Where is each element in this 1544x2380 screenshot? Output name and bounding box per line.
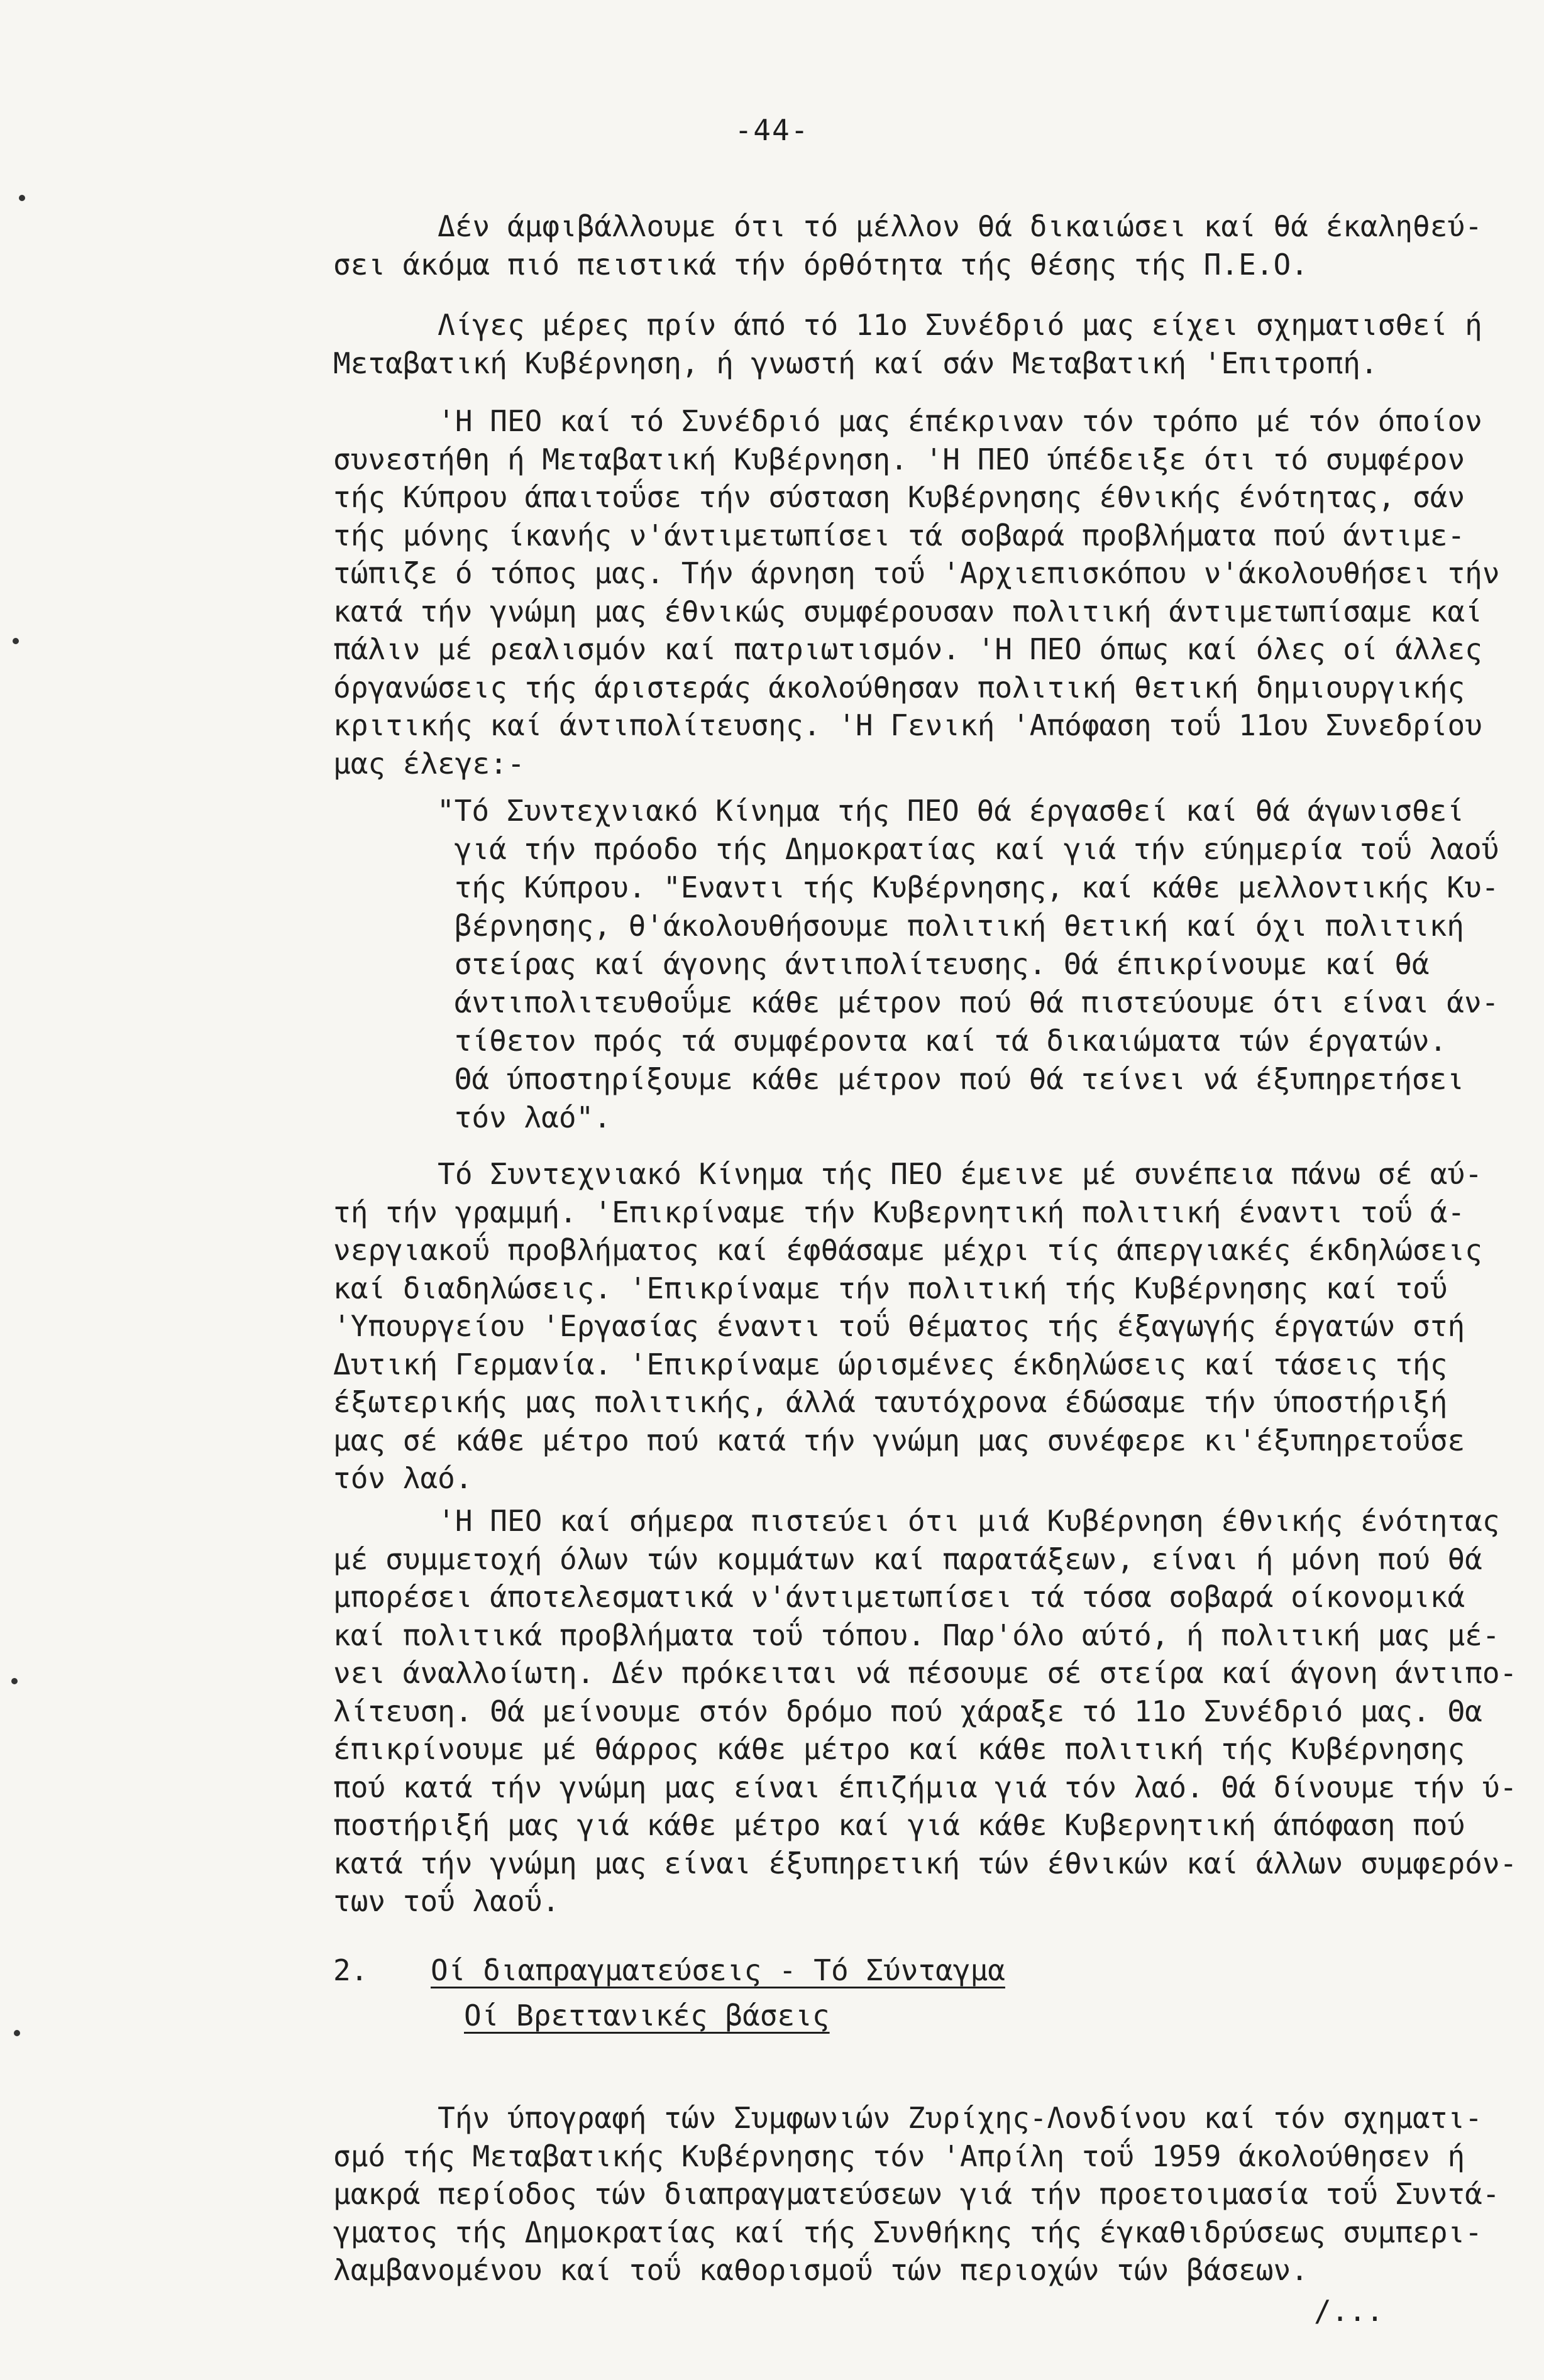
text-line: μας σέ κάθε μέτρο πού κατά τήν γνώμη μας συνέφερε κι'έξυπηρετοΰσε — [333, 1423, 1465, 1457]
section-number: 2. — [333, 1953, 368, 1987]
text-line: πάλιν μέ ρεαλισμόν καί πατριωτισμόν. 'Η ΠΕΟ όπως καί όλες οί άλλες — [333, 632, 1482, 666]
text-line: λαμβανομένου καί τοΰ καθορισμοΰ τών περιοχών τών βάσεων. — [333, 2253, 1308, 2287]
text-line: νει άναλλοίωτη. Δέν πρόκειται νά πέσουμε σέ στείρα καί άγονη άντιπο- — [333, 1656, 1518, 1690]
text-line: μας έλεγε:- — [333, 746, 525, 781]
text-line: Τήν ύπογραφή τών Συμφωνιών Ζυρίχης-Λονδίνου καί τόν σχηματι- — [333, 2101, 1482, 2135]
paragraph-4 — [333, 1155, 1482, 1498]
text-line: Τό Συντεχνιακό Κίνημα τής ΠΕΟ έμεινε μέ συνέπεια πάνω σέ αύ- — [333, 1157, 1482, 1191]
text-line: τόν λαό". — [437, 1100, 611, 1134]
section-title-line-2: Οί Βρεττανικές βάσεις — [464, 1999, 830, 2032]
binding-hole-mark — [11, 1678, 18, 1684]
text-line: καί πολιτικά προβλήματα τοΰ τόπου. Παρ'όλο αύτό, ή πολιτική μας μέ- — [333, 1618, 1500, 1652]
text-line: 'Υπουργείου 'Εργασίας έναντι τοΰ θέματος τής έξαγωγής έργατών στή — [333, 1309, 1465, 1343]
text-line: τής μόνης ίκανής ν'άντιμετωπίσει τά σοβαρά προβλήματα πού άντιμε- — [333, 518, 1465, 552]
text-line: πού κατά τήν γνώμη μας είναι έπιζήμια γιά τόν λαό. Θά δίνουμε τήν ύ- — [333, 1770, 1518, 1804]
text-line: λίτευση. Θά μείνουμε στόν δρόμο πού χάραξε τό 11ο Συνέδριό μας. Θα — [333, 1694, 1482, 1728]
binding-hole-mark — [13, 638, 19, 644]
text-line: γματος τής Δημοκρατίας καί τής Συνθήκης τής έγκαθιδρύσεως συμπερι- — [333, 2215, 1482, 2249]
text-line: Δέν άμφιβάλλουμε ότι τό μέλλον θά δικαιώσει καί θά έκαληθεύ- — [333, 209, 1482, 243]
text-line: ποστήριξή μας γιά κάθε μέτρο καί γιά κάθε Κυβερνητική άπόφαση πού — [333, 1808, 1465, 1842]
text-line: 'Η ΠΕΟ καί σήμερα πιστεύει ότι μιά Κυβέρνηση έθνικής ένότητας — [333, 1504, 1500, 1538]
paragraph-1 — [333, 207, 1482, 283]
text-line: των τοΰ λαοΰ. — [333, 1884, 560, 1918]
text-line: Λίγες μέρες πρίν άπό τό 11ο Συνέδριό μας είχει σχηματισθεί ή — [333, 308, 1482, 342]
text-line: τίθετον πρός τά συμφέροντα καί τά δικαιώματα τών έργατών. — [437, 1024, 1447, 1058]
text-line: σμό τής Μεταβατικής Κυβέρνησης τόν 'Απρίλη τοΰ 1959 άκολούθησεν ή — [333, 2139, 1465, 2173]
text-line: τής Κύπρου. "Εναντι τής Κυβέρνησης, καί κάθε μελλοντικής Κυ- — [437, 870, 1499, 904]
text-line: γιά τήν πρόοδο τής Δημοκρατίας καί γιά τήν εύημερία τοΰ λαοΰ — [437, 832, 1499, 866]
paragraph-6 — [333, 2099, 1500, 2290]
text-line: νεργιακοΰ προβλήματος καί έφθάσαμε μέχρι τίς άπεργιακές έκδηλώσεις — [333, 1233, 1482, 1267]
text-line: "Τό Συντεχνιακό Κίνημα τής ΠΕΟ θά έργασθεί καί θά άγωνισθεί — [437, 794, 1464, 828]
binding-hole-mark — [19, 195, 25, 201]
text-line: Μεταβατική Κυβέρνηση, ή γνωστή καί σάν Μεταβατική 'Επιτροπή. — [333, 346, 1378, 380]
binding-hole-mark — [14, 2030, 20, 2036]
text-line: έξωτερικής μας πολιτικής, άλλά ταυτόχρονα έδώσαμε τήν ύποστήριξή — [333, 1385, 1448, 1419]
paragraph-5 — [333, 1502, 1517, 1921]
page-number: -44- — [734, 113, 810, 147]
text-line: κατά τήν γνώμη μας έθνικώς συμφέρουσαν πολιτική άντιμετωπίσαμε καί — [333, 594, 1482, 628]
text-line: στείρας καί άγονης άντιπολίτευσης. Θά έπικρίνουμε καί θά — [437, 947, 1430, 981]
text-line: μέ συμμετοχή όλων τών κομμάτων καί παρατάξεων, είναι ή μόνη πού θά — [333, 1542, 1482, 1576]
text-line: βέρνησης, θ'άκολουθήσουμε πολιτική θετική καί όχι πολιτική — [437, 909, 1464, 943]
text-line: τώπιζε ό τόπος μας. Τήν άρνηση τοΰ 'Αρχιεπισκόπου ν'άκολουθήσει τήν — [333, 556, 1500, 590]
text-line: Θά ύποστηρίξουμε κάθε μέτρον πού θά τείνει νά έξυπηρετήσει — [437, 1062, 1464, 1096]
text-line: τή τήν γραμμή. 'Επικρίναμε τήν Κυβερνητική πολιτική έναντι τοΰ ά- — [333, 1195, 1465, 1229]
text-line: Δυτική Γερμανία. 'Επικρίναμε ώρισμένες έκδηλώσεις καί τάσεις τής — [333, 1347, 1448, 1381]
text-line: συνεστήθη ή Μεταβατική Κυβέρνηση. 'Η ΠΕΟ ύπέδειξε ότι τό συμφέρον — [333, 442, 1465, 476]
paragraph-2 — [333, 306, 1482, 382]
section-title-line-1: Οί διαπραγματεύσεις - Τό Σύνταγμα — [431, 1953, 1005, 1987]
text-line: 'Η ΠΕΟ καί τό Συνέδριό μας έπέκριναν τόν τρόπο μέ τόν όποίον — [333, 404, 1482, 438]
text-line: κριτικής καί άντιπολίτευσης. 'Η Γενική 'Απόφαση τοΰ 11ου Συνεδρίου — [333, 708, 1482, 742]
paragraph-3 — [333, 402, 1500, 782]
text-line: κατά τήν γνώμη μας είναι έξυπηρετική τών έθνικών καί άλλων συμφερόν- — [333, 1846, 1518, 1880]
text-line: τόν λαό. — [333, 1461, 473, 1495]
text-line: καί διαδηλώσεις. 'Επικρίναμε τήν πολιτική τής Κυβέρνησης καί τοΰ — [333, 1271, 1448, 1305]
quoted-resolution — [437, 792, 1499, 1137]
text-line: όργανώσεις τής άριστεράς άκολούθησαν πολιτική θετική δημιουργικής — [333, 670, 1465, 705]
text-line: τής Κύπρου άπαιτοΰσε τήν σύσταση Κυβέρνησης έθνικής ένότητας, σάν — [333, 480, 1465, 514]
text-line: μπορέσει άποτελεσματικά ν'άντιμετωπίσει τά τόσα σοβαρά οίκονομικά — [333, 1580, 1465, 1614]
text-line: άντιπολιτευθοΰμε κάθε μέτρον πού θά πιστεύουμε ότι είναι άν- — [437, 985, 1499, 1019]
continuation-mark: /... — [1314, 2294, 1384, 2328]
text-line: μακρά περίοδος τών διαπραγματεύσεων γιά τήν προετοιμασία τοΰ Συντά- — [333, 2177, 1500, 2211]
text-line: έπικρίνουμε μέ θάρρος κάθε μέτρο καί κάθε πολιτική τής Κυβέρνησης — [333, 1732, 1465, 1766]
text-line: σει άκόμα πιό πειστικά τήν όρθότητα τής θέσης τής Π.Ε.Ο. — [333, 247, 1308, 282]
